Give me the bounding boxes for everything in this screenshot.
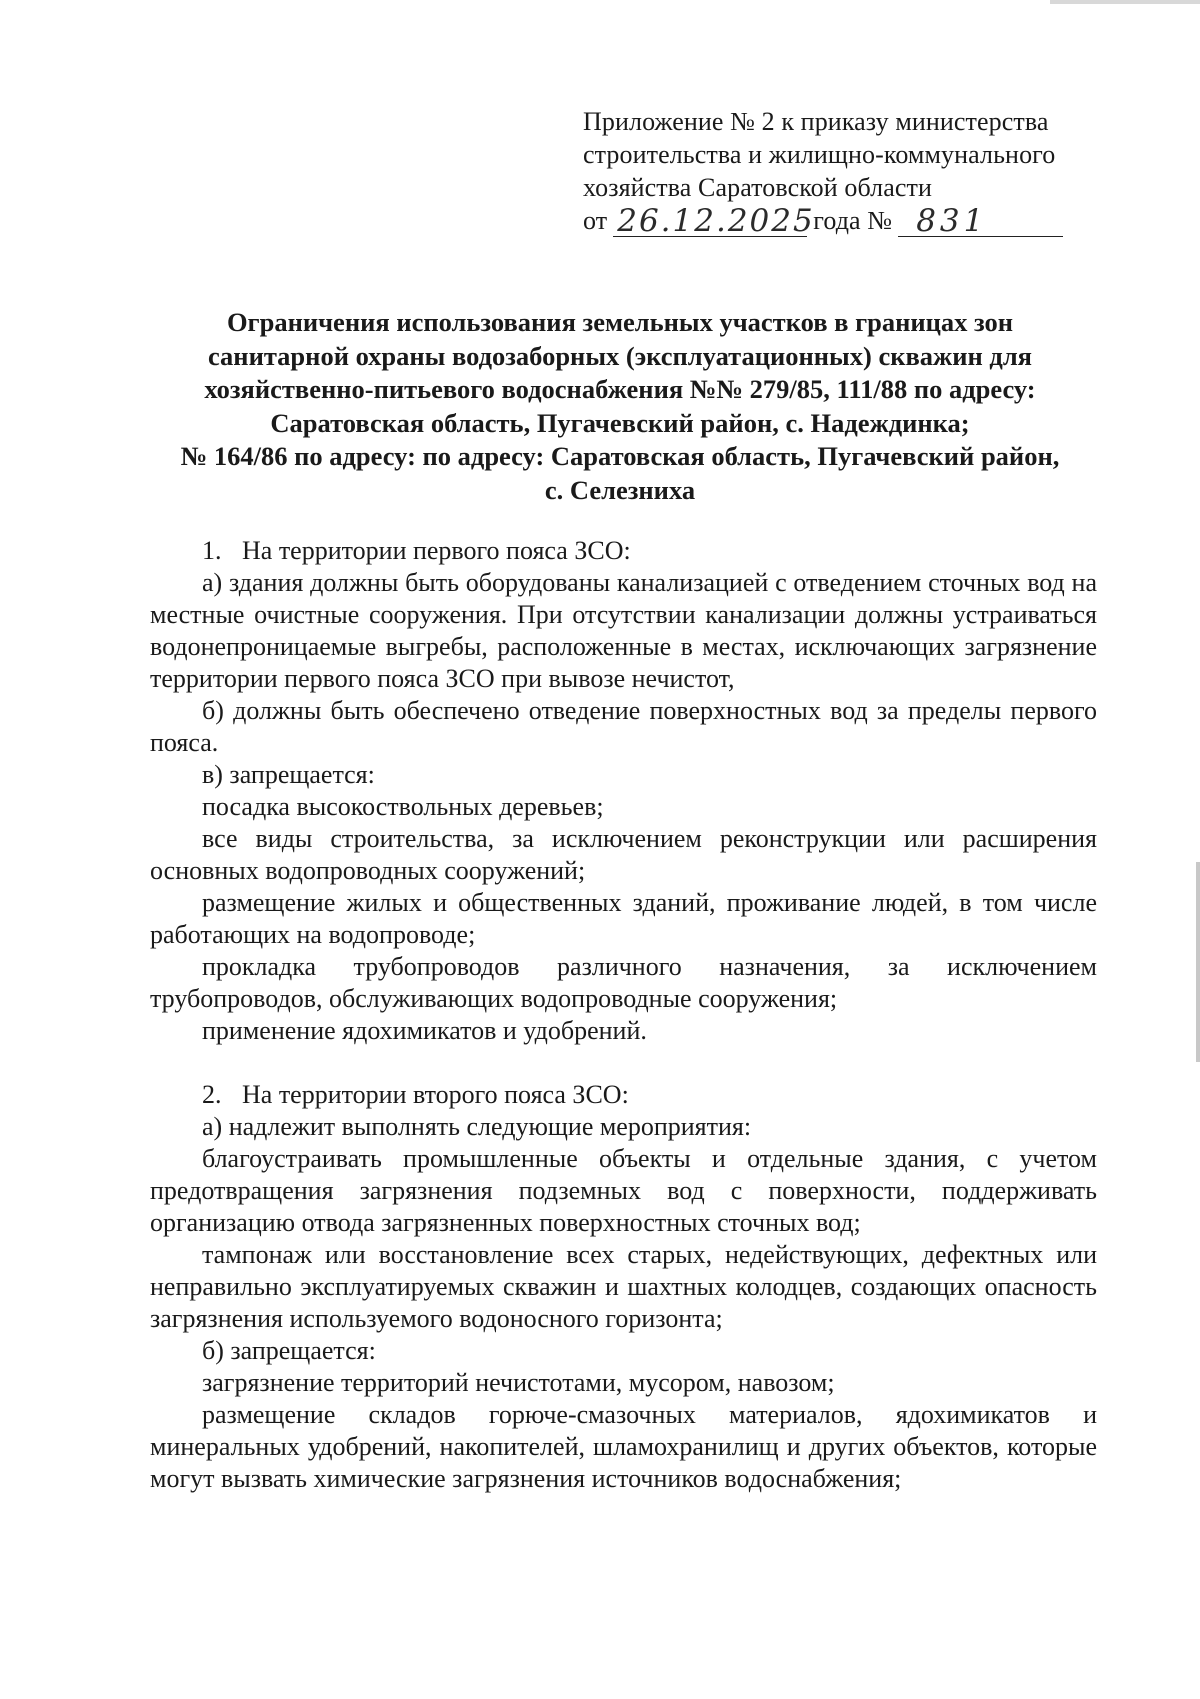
scan-edge-mark [1050,0,1200,4]
section-number: 2. [202,1080,222,1109]
section-title: На территории первого пояса ЗСО: [242,536,631,565]
title-line: с. Селезниха [544,474,696,505]
title-line: Ограничения использования земельных участков в границах зон [226,307,1014,337]
paragraph: загрязнение территорий нечистотами, мусором, навозом; [202,1368,835,1397]
paragraph: применение ядохимикатов и удобрений. [202,1016,647,1045]
date-prefix: от [583,206,608,235]
document-body [150,535,1097,1495]
paragraph: благоустраивать промышленные объекты и отдельные здания, с учетом предотвращения загрязнения подземных вод с поверхности, поддерживать организацию отвода загрязненных поверхностных сточных вод; [150,1144,1097,1237]
paragraph: а) надлежит выполнять следующие мероприятия: [202,1112,752,1141]
scan-edge-mark [1196,862,1200,1062]
paragraph: тампонаж или восстановление всех старых, недействующих, дефектных или неправильно эксплуатируемых скважин и шахтных колодцев, создающих опасность загрязнения используемого водоносного горизонта; [150,1240,1097,1333]
appendix-line: строительства и жилищно-коммунального [583,140,1056,169]
paragraph: все виды строительства, за исключением реконструкции или расширения основных водопроводных сооружений; [150,824,1097,885]
appendix-header [583,105,1103,237]
paragraph: прокладка трубопроводов различного назначения, за исключением трубопроводов, обслуживающих водопроводные сооружения; [150,952,1097,1013]
title-line: Саратовская область, Пугачевский район, с. Надеждинка; [270,407,970,438]
appendix-date-line [583,204,1103,237]
order-number-field [898,203,1063,239]
section-number: 1. [202,536,222,565]
paragraph: посадка высокоствольных деревьев; [202,792,604,821]
date-field [613,203,815,239]
document-title [140,306,1100,507]
paragraph: а) здания должны быть оборудованы канализацией с отведением сточных вод на местные очистные сооружения. При отсутствии канализации должны устраиваться водонепроницаемые выгребы, расположенные в местах, исключающих загрязнение территории первого пояса ЗСО при вывозе нечистот, [150,568,1097,693]
paragraph: в) запрещается: [202,760,375,789]
handwritten-number: 831 [916,203,988,239]
section-heading [150,535,1097,567]
handwritten-date: 26.12.2025 [617,203,815,239]
paragraph: размещение жилых и общественных зданий, проживание людей, в том числе работающих на водопроводе; [150,888,1097,949]
section-gap [150,1047,1097,1079]
year-number-label: года № [813,206,893,235]
paragraph: б) должны быть обеспечено отведение поверхностных вод за пределы первого пояса. [150,696,1097,757]
paragraph: б) запрещается: [202,1336,376,1365]
paragraph: размещение складов горюче-смазочных материалов, ядохимикатов и минеральных удобрений, накопителей, шламохранилищ и других объектов, которые могут вызвать химические загрязнения источников водоснабжения; [150,1400,1097,1493]
title-line: № 164/86 по адресу: по адресу: Саратовская область, Пугачевский район, [180,441,1060,471]
title-line: хозяйственно-питьевого водоснабжения №№ 279/85, 111/88 по адресу: [204,374,1036,404]
appendix-line: хозяйства Саратовской области [583,173,932,202]
section-title: На территории второго пояса ЗСО: [242,1080,629,1109]
title-line: санитарной охраны водозаборных (эксплуатационных) скважин для [207,340,1033,371]
appendix-line: Приложение № 2 к приказу министерства [583,107,1049,136]
section-heading [150,1079,1097,1111]
